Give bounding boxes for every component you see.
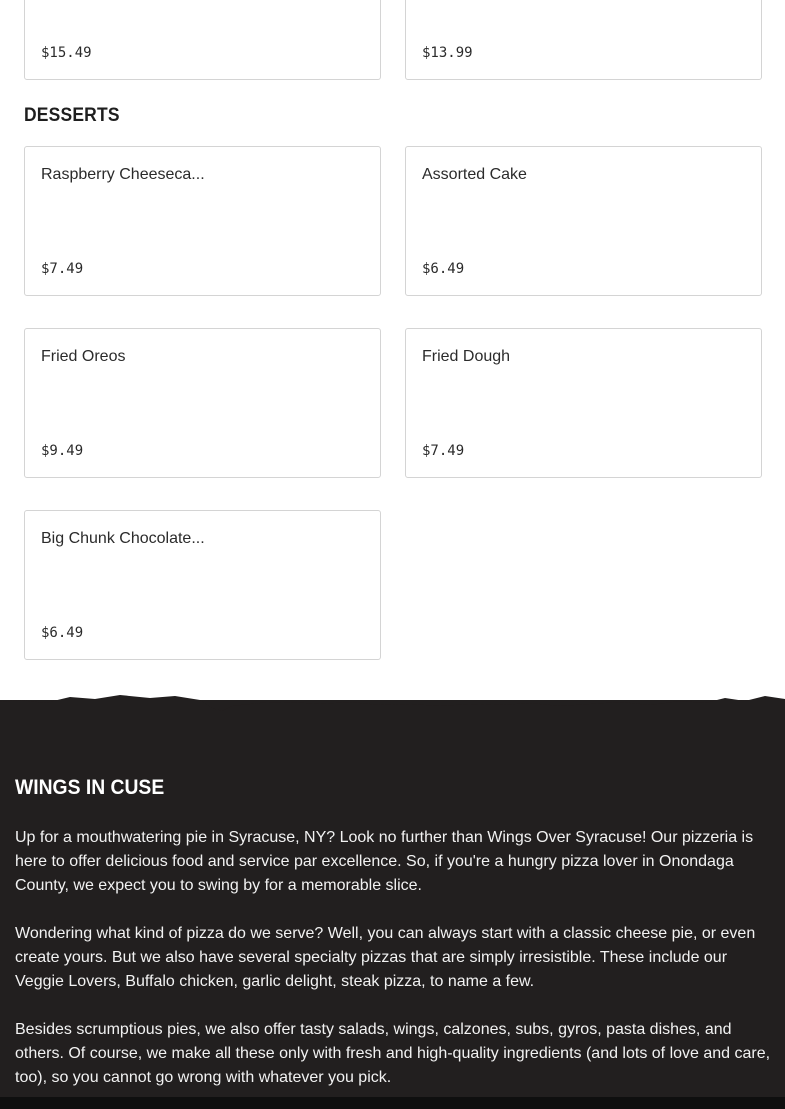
menu-item-card[interactable]: [405, 0, 762, 80]
torn-edge-divider: [0, 694, 785, 724]
menu-item-name: Fried Oreos: [41, 348, 126, 365]
menu-item-card[interactable]: [24, 146, 381, 296]
about-paragraph: Up for a mouthwatering pie in Syracuse, NY? Look no further than Wings Over Syracuse! Our pizzeria is here to offer delicious food and service par excellence. So, if you're a hungry pizza lover in Onondaga County, we expect you to swing by for a memorable slice.: [15, 829, 754, 894]
about-section: [0, 700, 785, 1109]
menu-item-price: $6.49: [41, 625, 84, 641]
menu-item-name: Assorted Cake: [422, 166, 527, 183]
about-title: WINGS IN CUSE: [15, 776, 165, 799]
menu-item-price: $7.49: [41, 261, 84, 277]
section-heading-desserts: DESSERTS: [24, 105, 120, 126]
menu-item-name: Big Chunk Chocolate...: [41, 530, 205, 547]
menu-item-price: $13.99: [422, 45, 473, 61]
menu-item-name: Fried Dough: [422, 348, 511, 365]
menu-item-card[interactable]: [24, 510, 381, 660]
menu-item-card[interactable]: [24, 328, 381, 478]
bottom-bar: [0, 1097, 785, 1109]
about-paragraph: Besides scrumptious pies, we also offer tasty salads, wings, calzones, subs, gyros, pasta dishes, and others. Of course, we make all these only with fresh and high-quality ingredients (and lots of love and care, too), so you cannot go wrong with whatever you pick.: [15, 1021, 771, 1086]
menu-item-card[interactable]: [24, 0, 381, 80]
menu-item-price: $6.49: [422, 261, 465, 277]
about-paragraph: Wondering what kind of pizza do we serve? Well, you can always start with a classic cheese pie, or even create yours. But we also have several specialty pizzas that are simply irresistible. These include our Veggie Lovers, Buffalo chicken, garlic delight, steak pizza, to name a few.: [15, 925, 756, 990]
menu-item-name: Raspberry Cheeseca...: [41, 166, 205, 183]
menu-item-price: $7.49: [422, 443, 465, 459]
menu-item-card[interactable]: [405, 146, 762, 296]
menu-item-price: $9.49: [41, 443, 84, 459]
menu-item-price: $15.49: [41, 45, 92, 61]
menu-item-card[interactable]: [405, 328, 762, 478]
